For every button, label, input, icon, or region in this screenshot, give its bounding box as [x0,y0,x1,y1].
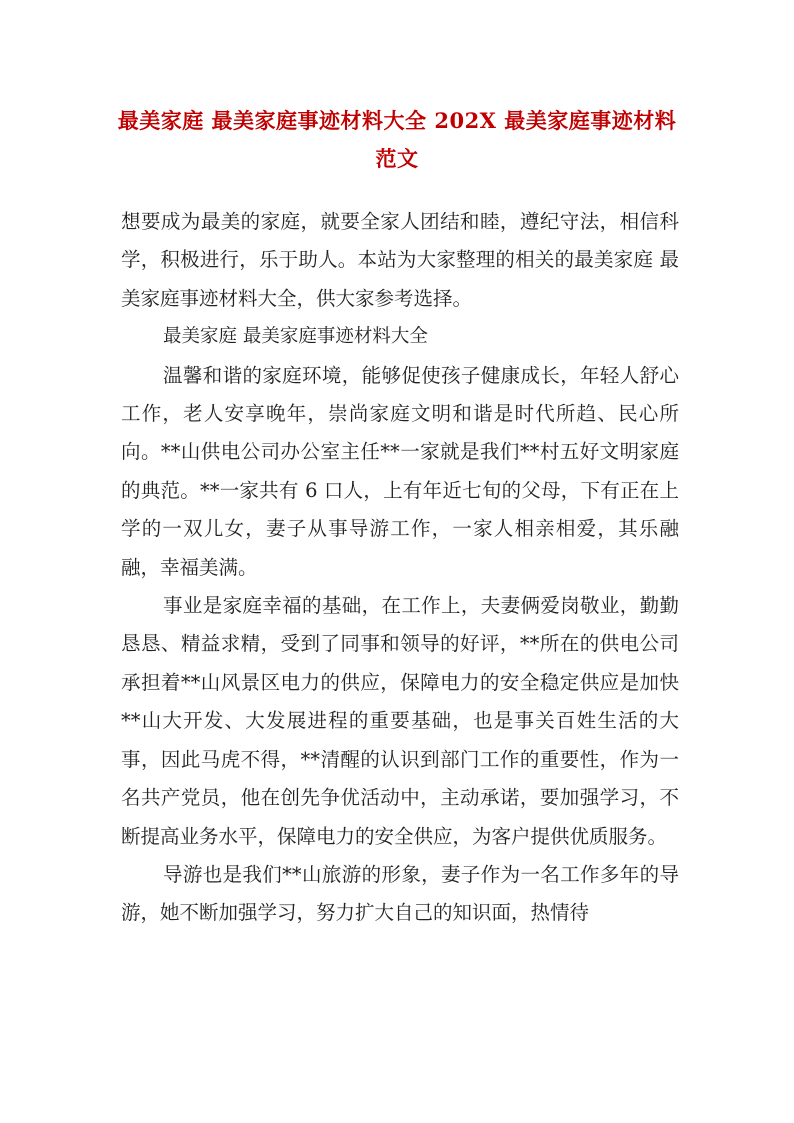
body-paragraph: 事业是家庭幸福的基础，在工作上，夫妻俩爱岗敬业，勤勤恳恳、精益求精，受到了同事和领导的好评，**所在的供电公司承担着**山风景区电力的供应，保障电力的安全稳定供应是加快**山大开发、大发展进程的重要基础，也是事关百姓生活的大事，因此马虎不得，**清醒的认识到部门工作的重要性，作为一名共产党员，他在创先争优活动中，主动承诺，要加强学习，不断提高业务水平，保障电力的安全供应，为客户提供优质服务。 [121,594,679,848]
section-subheading: 最美家庭 最美家庭事迹材料大全 [163,326,428,348]
body-paragraph: 导游也是我们**山旅游的形象，妻子作为一名工作多年的导游，她不断加强学习，努力扩大自己的知识面，热情待 [121,862,679,925]
document-body [121,203,679,933]
intro-paragraph: 想要成为最美的家庭，就要全家人团结和睦，遵纪守法，相信科学，积极进行，乐于助人。本站为大家整理的相关的最美家庭 最美家庭事迹材料大全，供大家参考选择。 [121,210,679,310]
body-paragraph: 温馨和谐的家庭环境，能够促使孩子健康成长，年轻人舒心工作，老人安享晚年，崇尚家庭文明和谐是时代所趋、民心所向。**山供电公司办公室主任**一家就是我们**村五好文明家庭的典范。**一家共有 6 口人，上有年近七旬的父母，下有正在上学的一双儿女，妻子从事导游工作，一家人相亲相爱，其乐融融，幸福美满。 [121,363,679,579]
document-title: 最美家庭 最美家庭事迹材料大全 202X 最美家庭事迹材料范文 [117,108,677,171]
